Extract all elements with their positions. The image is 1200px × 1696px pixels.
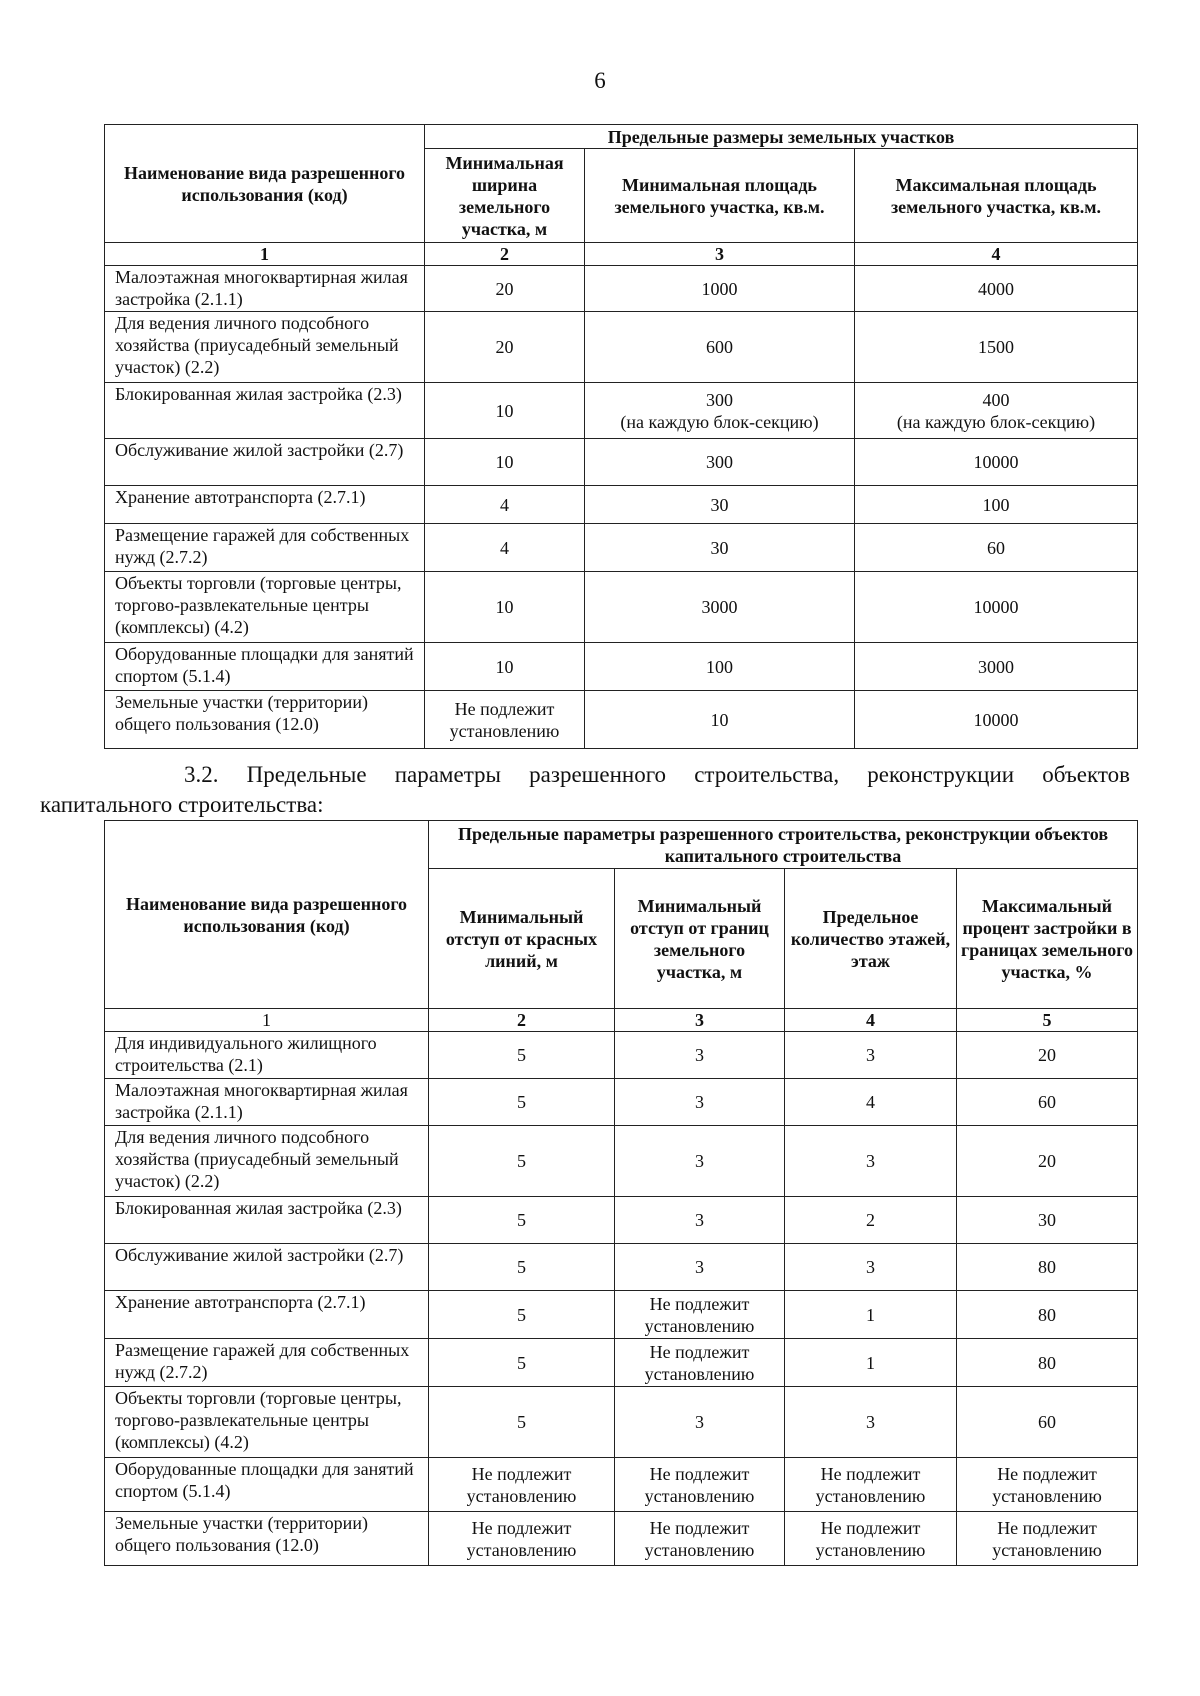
max-area-value: 10000 xyxy=(855,572,1138,643)
use-type-name: Оборудованные площадки для занятий спортом (5.1.4) xyxy=(105,643,425,691)
use-type-name: Для ведения личного подсобного хозяйства (приусадебный земельный участок) (2.2) xyxy=(105,1126,429,1197)
use-type-name: Оборудованные площадки для занятий спортом (5.1.4) xyxy=(105,1458,429,1512)
max-area-value: 3000 xyxy=(855,643,1138,691)
use-type-name: Малоэтажная многоквартирная жилая застройка (2.1.1) xyxy=(105,266,425,312)
table-row xyxy=(105,691,1138,749)
red-line-setback-value: 5 xyxy=(429,1032,615,1079)
floor-count-value: 2 xyxy=(785,1197,957,1244)
use-type-name: Объекты торговли (торговые центры, торгово-развлекательные центры (комплексы) (4.2) xyxy=(105,572,425,643)
section-3-2-line1: 3.2. Предельные параметры разрешенного строительства, реконструкции объектов xyxy=(184,762,1130,787)
building-percent-value: 20 xyxy=(957,1126,1138,1197)
red-line-setback-value: Не подлежит установлению xyxy=(429,1458,615,1512)
min-area-value: 1000 xyxy=(585,266,855,312)
red-line-setback-value: 5 xyxy=(429,1126,615,1197)
page-number: 6 xyxy=(594,68,606,93)
building-percent-value: 60 xyxy=(957,1387,1138,1458)
building-percent-value: 80 xyxy=(957,1339,1138,1387)
floor-count-value: 4 xyxy=(785,1079,957,1126)
table-row xyxy=(105,1291,1138,1339)
floor-count-value: 3 xyxy=(785,1387,957,1458)
table-row xyxy=(105,1197,1138,1244)
construction-parameters-table xyxy=(104,820,1138,1566)
t1-header-max-area: Максимальная площадь земельного участка, кв.м. xyxy=(855,149,1138,243)
use-type-name: Размещение гаражей для собственных нужд (2.7.2) xyxy=(105,1339,429,1387)
red-line-setback-value: Не подлежит установлению xyxy=(429,1512,615,1566)
min-area-value: 100 xyxy=(585,643,855,691)
t1-col-number: 2 xyxy=(425,243,585,266)
t2-col-number: 1 xyxy=(105,1009,429,1032)
t2-header-group: Предельные параметры разрешенного строительства, реконструкции объектов капитального строительства xyxy=(429,821,1138,869)
t1-header-group: Предельные размеры земельных участков xyxy=(425,125,1138,149)
t1-header-min-area: Минимальная площадь земельного участка, кв.м. xyxy=(585,149,855,243)
building-percent-value: Не подлежит установлению xyxy=(957,1512,1138,1566)
max-area-value: 10000 xyxy=(855,439,1138,486)
min-width-value: 4 xyxy=(425,486,585,524)
boundary-setback-value: 3 xyxy=(615,1032,785,1079)
boundary-setback-value: 3 xyxy=(615,1387,785,1458)
t2-header-name: Наименование вида разрешенного использования (код) xyxy=(105,821,429,1009)
red-line-setback-value: 5 xyxy=(429,1291,615,1339)
building-percent-value: 60 xyxy=(957,1079,1138,1126)
use-type-name: Хранение автотранспорта (2.7.1) xyxy=(105,1291,429,1339)
building-percent-value: 80 xyxy=(957,1291,1138,1339)
boundary-setback-value: Не подлежит установлению xyxy=(615,1458,785,1512)
t1-header-name: Наименование вида разрешенного использования (код) xyxy=(105,125,425,243)
t2-col-number: 2 xyxy=(429,1009,615,1032)
max-area-cell xyxy=(855,383,1138,439)
building-percent-value: 30 xyxy=(957,1197,1138,1244)
use-type-name: Малоэтажная многоквартирная жилая застройка (2.1.1) xyxy=(105,1079,429,1126)
boundary-setback-value: Не подлежит установлению xyxy=(615,1339,785,1387)
min-width-value: Не подлежит установлению xyxy=(425,691,585,749)
max-area-value: 1500 xyxy=(855,312,1138,383)
t2-header-building-percent: Максимальный процент застройки в границах земельного участка, % xyxy=(957,869,1138,1009)
t1-col-number: 1 xyxy=(105,243,425,266)
max-area-value: 4000 xyxy=(855,266,1138,312)
t2-col-number: 4 xyxy=(785,1009,957,1032)
building-percent-value: 80 xyxy=(957,1244,1138,1291)
min-area-value: 30 xyxy=(585,524,855,572)
t2-col-number: 3 xyxy=(615,1009,785,1032)
boundary-setback-value: 3 xyxy=(615,1244,785,1291)
table-row xyxy=(105,439,1138,486)
table-row xyxy=(105,1079,1138,1126)
min-area-value: 10 xyxy=(585,691,855,749)
min-area-value: 600 xyxy=(585,312,855,383)
use-type-name: Блокированная жилая застройка (2.3) xyxy=(105,383,425,439)
building-percent-value: Не подлежит установлению xyxy=(957,1458,1138,1512)
t2-header-red-line-setback: Минимальный отступ от красных линий, м xyxy=(429,869,615,1009)
use-type-name: Для ведения личного подсобного хозяйства (приусадебный земельный участок) (2.2) xyxy=(105,312,425,383)
t1-col-number: 3 xyxy=(585,243,855,266)
floor-count-value: 3 xyxy=(785,1126,957,1197)
table-row xyxy=(105,1387,1138,1458)
red-line-setback-value: 5 xyxy=(429,1079,615,1126)
table-row xyxy=(105,1126,1138,1197)
max-area-value: 10000 xyxy=(855,691,1138,749)
t2-col-number: 5 xyxy=(957,1009,1138,1032)
min-width-value: 20 xyxy=(425,266,585,312)
red-line-setback-value: 5 xyxy=(429,1244,615,1291)
use-type-name: Размещение гаражей для собственных нужд (2.7.2) xyxy=(105,524,425,572)
boundary-setback-value: 3 xyxy=(615,1197,785,1244)
table-row xyxy=(105,1032,1138,1079)
use-type-name: Обслуживание жилой застройки (2.7) xyxy=(105,439,425,486)
boundary-setback-value: 3 xyxy=(615,1079,785,1126)
section-3-2-paragraph xyxy=(40,760,1130,820)
boundary-setback-value: Не подлежит установлению xyxy=(615,1291,785,1339)
floor-count-value: 1 xyxy=(785,1291,957,1339)
use-type-name: Земельные участки (территории) общего пользования (12.0) xyxy=(105,691,425,749)
table-row xyxy=(105,524,1138,572)
max-area-value: 100 xyxy=(855,486,1138,524)
red-line-setback-value: 5 xyxy=(429,1387,615,1458)
max-area-note: (на каждую блок-секцию) xyxy=(896,411,1096,432)
t1-col-number: 4 xyxy=(855,243,1138,266)
section-3-2-line2: капитального строительства: xyxy=(40,792,324,817)
min-width-value: 20 xyxy=(425,312,585,383)
min-area-value: 3000 xyxy=(585,572,855,643)
floor-count-value: 1 xyxy=(785,1339,957,1387)
min-area-cell xyxy=(585,383,855,439)
table-row xyxy=(105,383,1138,439)
table-row xyxy=(105,1458,1138,1512)
floor-count-value: 3 xyxy=(785,1244,957,1291)
table-row xyxy=(105,1339,1138,1387)
table-row xyxy=(105,312,1138,383)
table-row xyxy=(105,643,1138,691)
boundary-setback-value: Не подлежит установлению xyxy=(615,1512,785,1566)
min-width-value: 10 xyxy=(425,643,585,691)
t2-header-floor-count: Предельное количество этажей, этаж xyxy=(785,869,957,1009)
min-area-value: 300 xyxy=(585,439,855,486)
min-area-value: 30 xyxy=(585,486,855,524)
building-percent-value: 20 xyxy=(957,1032,1138,1079)
table-row xyxy=(105,1512,1138,1566)
boundary-setback-value: 3 xyxy=(615,1126,785,1197)
use-type-name: Объекты торговли (торговые центры, торгово-развлекательные центры (комплексы) (4.2) xyxy=(105,1387,429,1458)
min-width-value: 10 xyxy=(425,383,585,439)
use-type-name: Блокированная жилая застройка (2.3) xyxy=(105,1197,429,1244)
t1-header-min-width: Минимальная ширина земельного участка, м xyxy=(425,149,585,243)
table-row xyxy=(105,486,1138,524)
min-width-value: 4 xyxy=(425,524,585,572)
floor-count-value: Не подлежит установлению xyxy=(785,1512,957,1566)
red-line-setback-value: 5 xyxy=(429,1197,615,1244)
floor-count-value: 3 xyxy=(785,1032,957,1079)
max-area-value: 60 xyxy=(855,524,1138,572)
min-width-value: 10 xyxy=(425,572,585,643)
table-row xyxy=(105,1244,1138,1291)
use-type-name: Для индивидуального жилищного строительства (2.1) xyxy=(105,1032,429,1079)
max-area-value: 400 xyxy=(982,389,1010,410)
use-type-name: Обслуживание жилой застройки (2.7) xyxy=(105,1244,429,1291)
min-area-value: 300 xyxy=(706,389,733,410)
use-type-name: Земельные участки (территории) общего пользования (12.0) xyxy=(105,1512,429,1566)
table-row xyxy=(105,266,1138,312)
red-line-setback-value: 5 xyxy=(429,1339,615,1387)
floor-count-value: Не подлежит установлению xyxy=(785,1458,957,1512)
min-area-note: (на каждую блок-секцию) xyxy=(620,411,819,432)
land-plot-size-table xyxy=(104,124,1138,749)
table-row xyxy=(105,572,1138,643)
t2-header-boundary-setback: Минимальный отступ от границ земельного участка, м xyxy=(615,869,785,1009)
use-type-name: Хранение автотранспорта (2.7.1) xyxy=(105,486,425,524)
min-width-value: 10 xyxy=(425,439,585,486)
